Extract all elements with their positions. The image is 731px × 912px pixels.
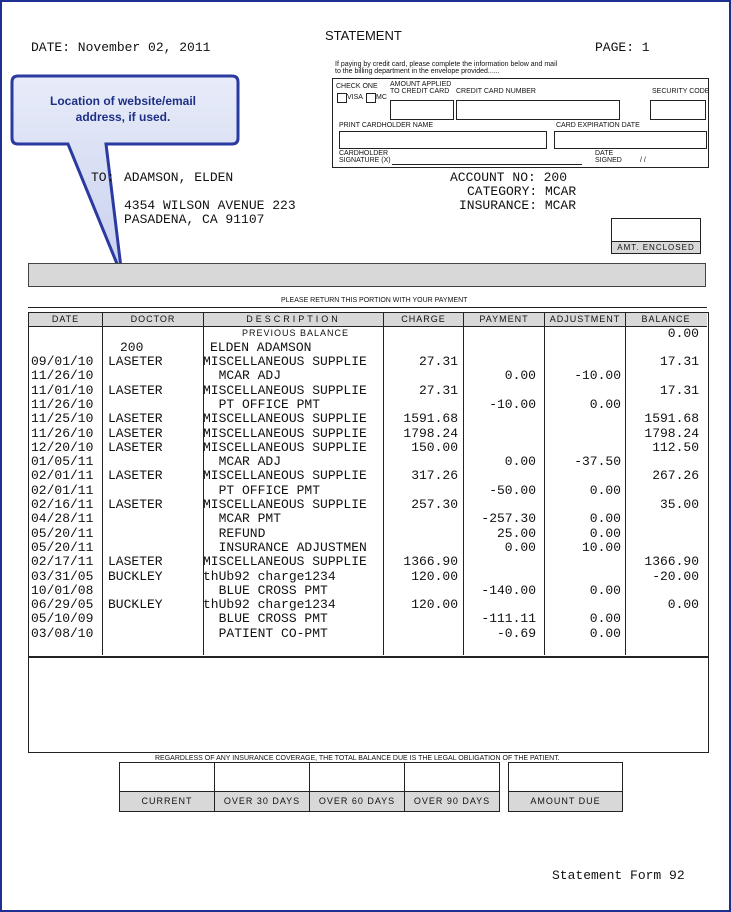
table-cell-charge: 120.00 bbox=[411, 569, 458, 584]
table-cell-charge bbox=[384, 612, 458, 626]
table-cell-desc: MISCELLANEOUS SUPPLIE bbox=[203, 383, 367, 398]
table-cell-charge bbox=[384, 512, 458, 526]
recipient-address-2: PASADENA, CA 91107 bbox=[124, 212, 265, 227]
table-cell-doctor: LASETER bbox=[108, 555, 163, 570]
table-cell-adjustment bbox=[545, 570, 621, 584]
table-cell-adjustment: 0.00 bbox=[589, 612, 621, 627]
table-cell-doctor bbox=[108, 369, 202, 383]
previous-balance-label: PREVIOUS BALANCE bbox=[242, 328, 350, 338]
table-cell-balance: 112.50 bbox=[652, 440, 699, 455]
table-cell-balance bbox=[626, 527, 699, 541]
table-cell-desc: MCAR ADJ bbox=[203, 455, 282, 470]
table-cell-doctor bbox=[108, 398, 202, 412]
table-cell-desc: BLUE CROSS PMT bbox=[203, 583, 328, 598]
table-cell-balance bbox=[626, 584, 699, 598]
legal-note: REGARDLESS OF ANY INSURANCE COVERAGE, THE TOTAL BALANCE DUE IS THE LEGAL OBLIGATION OF THE PATIENT. bbox=[155, 755, 560, 762]
col-divider bbox=[102, 313, 103, 655]
account-category: CATEGORY: MCAR bbox=[467, 184, 577, 199]
table-cell-payment bbox=[464, 355, 536, 369]
table-cell-charge: 1366.90 bbox=[403, 555, 458, 570]
table-cell-balance: 1798.24 bbox=[644, 426, 699, 441]
table-cell-doctor bbox=[108, 484, 202, 498]
table-cell-date: 05/10/09 bbox=[31, 612, 94, 627]
table-cell-charge: 317.26 bbox=[411, 469, 458, 484]
card-number-field[interactable] bbox=[456, 100, 620, 120]
table-cell-doctor bbox=[108, 584, 202, 598]
table-cell-balance: 17.31 bbox=[659, 383, 699, 398]
table-cell-adjustment bbox=[545, 384, 621, 398]
aging-60-label: OVER 60 DAYS bbox=[309, 791, 405, 812]
statement-date: DATE: November 02, 2011 bbox=[31, 40, 211, 55]
table-cell-charge bbox=[384, 484, 458, 498]
mc-checkbox[interactable] bbox=[366, 93, 376, 103]
visa-label: VISA bbox=[347, 94, 363, 101]
table-cell-payment: -111.11 bbox=[481, 612, 536, 627]
table-cell-payment bbox=[464, 570, 536, 584]
table-cell-adjustment: 0.00 bbox=[589, 583, 621, 598]
table-cell-doctor bbox=[108, 627, 202, 641]
table-cell-desc: BLUE CROSS PMT bbox=[203, 612, 328, 627]
table-cell-payment bbox=[464, 412, 536, 426]
to-label: TO: bbox=[91, 170, 115, 185]
table-cell-date: 06/29/05 bbox=[31, 598, 94, 613]
table-cell-balance bbox=[626, 455, 699, 469]
table-cell-date: 11/26/10 bbox=[31, 369, 94, 384]
mc-label: MC bbox=[376, 94, 387, 101]
amount-applied-field[interactable] bbox=[390, 100, 454, 120]
amount-due-field bbox=[508, 762, 623, 793]
table-cell-payment bbox=[464, 384, 536, 398]
table-cell-date: 01/05/11 bbox=[31, 455, 94, 470]
table-cell-desc: PATIENT CO-PMT bbox=[203, 626, 328, 641]
table-cell-adjustment bbox=[545, 555, 621, 569]
table-cell-balance: 35.00 bbox=[659, 498, 699, 512]
table-cell-balance: -20.00 bbox=[652, 569, 699, 584]
amount-applied-label-1: AMOUNT APPLIED bbox=[390, 81, 452, 88]
table-cell-desc: MISCELLANEOUS SUPPLIE bbox=[203, 440, 367, 455]
table-cell-doctor: LASETER bbox=[108, 383, 163, 398]
table-cell-date: 11/01/10 bbox=[31, 383, 94, 398]
table-cell-desc: PT OFFICE PMT bbox=[203, 397, 321, 412]
table-cell-date: 09/01/10 bbox=[31, 355, 94, 369]
table-cell-desc: INSURANCE ADJUSTMEN bbox=[203, 540, 367, 555]
table-cell-balance: 1591.68 bbox=[644, 412, 699, 427]
table-cell-balance: 17.31 bbox=[659, 355, 699, 369]
table-cell-adjustment: 0.00 bbox=[589, 397, 621, 412]
table-cell-adjustment bbox=[545, 427, 621, 441]
table-cell-desc: MISCELLANEOUS SUPPLIE bbox=[203, 498, 367, 512]
table-cell-payment bbox=[464, 469, 536, 483]
table-cell-doctor bbox=[108, 527, 202, 541]
table-cell-desc: REFUND bbox=[203, 526, 266, 541]
table-cell-desc: MISCELLANEOUS SUPPLIE bbox=[203, 426, 367, 441]
table-cell-doctor: LASETER bbox=[108, 498, 163, 512]
table-cell-balance bbox=[626, 627, 699, 641]
table-cell-charge bbox=[384, 541, 458, 555]
table-cell-payment bbox=[464, 441, 536, 455]
account-row-number: 200 bbox=[120, 341, 144, 355]
signature-label-1: CARDHOLDER bbox=[339, 150, 389, 157]
table-cell-adjustment: 0.00 bbox=[589, 512, 621, 527]
table-cell-adjustment bbox=[545, 598, 621, 612]
table-cell-date: 02/01/11 bbox=[31, 469, 94, 484]
aging-60-field bbox=[309, 762, 405, 793]
table-cell-date: 02/17/11 bbox=[31, 555, 94, 570]
security-code-label: SECURITY CODE bbox=[652, 88, 710, 95]
table-cell-doctor: LASETER bbox=[108, 469, 163, 484]
table-cell-date: 02/16/11 bbox=[31, 498, 94, 512]
table-cell-payment: -0.69 bbox=[496, 626, 536, 641]
table-cell-desc: MCAR PMT bbox=[203, 512, 282, 527]
website-email-bar bbox=[28, 263, 706, 287]
aging-90-label: OVER 90 DAYS bbox=[404, 791, 500, 812]
security-code-field[interactable] bbox=[650, 100, 706, 120]
aging-90-field bbox=[404, 762, 500, 793]
page-number: PAGE: 1 bbox=[595, 40, 650, 55]
table-cell-payment bbox=[464, 498, 536, 512]
table-cell-adjustment: -37.50 bbox=[574, 455, 621, 470]
table-cell-date: 03/08/10 bbox=[31, 626, 94, 641]
account-insurance: INSURANCE: MCAR bbox=[459, 198, 577, 213]
cc-instructions-2: to the billing department in the envelope provided...... bbox=[335, 68, 500, 75]
table-cell-doctor bbox=[108, 541, 202, 555]
check-one-label: CHECK ONE bbox=[336, 83, 378, 90]
account-number: ACCOUNT NO: 200 bbox=[450, 170, 568, 185]
signature-label-2: SIGNATURE (X) bbox=[339, 157, 391, 164]
visa-checkbox[interactable] bbox=[337, 93, 347, 103]
table-cell-payment bbox=[464, 598, 536, 612]
table-cell-desc: MISCELLANEOUS SUPPLIE bbox=[203, 412, 367, 427]
expiration-field[interactable] bbox=[554, 131, 707, 149]
table-cell-charge: 150.00 bbox=[411, 440, 458, 455]
col-header-balance: BALANCE bbox=[641, 314, 691, 324]
table-cell-adjustment: 0.00 bbox=[589, 526, 621, 541]
table-cell-balance: 1366.90 bbox=[644, 555, 699, 570]
table-cell-balance: 0.00 bbox=[667, 598, 699, 613]
table-cell-charge: 1591.68 bbox=[403, 412, 458, 427]
cardholder-name-field[interactable] bbox=[339, 131, 547, 149]
callout-text: Location of website/email address, if used. bbox=[49, 94, 197, 124]
aging-current-label: CURRENT bbox=[119, 791, 215, 812]
table-cell-payment: 0.00 bbox=[504, 369, 536, 384]
table-cell-desc: MISCELLANEOUS SUPPLIE bbox=[203, 355, 367, 369]
form-name: Statement Form 92 bbox=[552, 868, 685, 883]
table-cell-doctor: LASETER bbox=[108, 426, 163, 441]
return-note: PLEASE RETURN THIS PORTION WITH YOUR PAYMENT bbox=[281, 297, 468, 304]
col-header-description: DESCRIPTION bbox=[246, 314, 341, 324]
card-number-label: CREDIT CARD NUMBER bbox=[456, 88, 536, 95]
table-cell-charge: 27.31 bbox=[418, 355, 458, 369]
table-cell-charge bbox=[384, 527, 458, 541]
table-cell-adjustment: -10.00 bbox=[574, 369, 621, 384]
date-signed-label-1: DATE bbox=[595, 150, 614, 157]
table-cell-doctor bbox=[108, 455, 202, 469]
table-cell-date: 11/26/10 bbox=[31, 426, 94, 441]
amount-applied-label-2: TO CREDIT CARD bbox=[390, 88, 450, 95]
table-cell-charge bbox=[384, 455, 458, 469]
table-cell-payment: -257.30 bbox=[481, 512, 536, 527]
table-cell-date: 05/20/11 bbox=[31, 540, 94, 555]
table-cell-date: 11/25/10 bbox=[31, 412, 94, 427]
cc-instructions-1: If paying by credit card, please complete the information below and mail bbox=[335, 61, 558, 68]
table-cell-payment: 25.00 bbox=[496, 526, 536, 541]
amount-due-label: AMOUNT DUE bbox=[508, 791, 623, 812]
table-cell-desc: thUb92 charge1234 bbox=[203, 569, 336, 584]
aging-current-field bbox=[119, 762, 215, 793]
aging-30-label: OVER 30 DAYS bbox=[214, 791, 310, 812]
table-cell-desc: MISCELLANEOUS SUPPLIE bbox=[203, 469, 367, 484]
tear-line bbox=[28, 307, 707, 308]
table-cell-doctor: BUCKLEY bbox=[108, 598, 163, 613]
date-signed-slashes: / / bbox=[640, 157, 646, 164]
table-cell-date: 12/20/10 bbox=[31, 440, 94, 455]
aging-30-field bbox=[214, 762, 310, 793]
table-cell-charge bbox=[384, 627, 458, 641]
table-cell-date: 03/31/05 bbox=[31, 569, 94, 584]
table-cell-doctor: BUCKLEY bbox=[108, 569, 163, 584]
table-cell-desc: PT OFFICE PMT bbox=[203, 483, 321, 498]
recipient-address-1: 4354 WILSON AVENUE 223 bbox=[124, 198, 296, 213]
amount-enclosed-field[interactable] bbox=[611, 218, 701, 242]
table-cell-balance bbox=[626, 612, 699, 626]
table-cell-adjustment bbox=[545, 498, 621, 512]
table-cell-charge: 1798.24 bbox=[403, 426, 458, 441]
table-cell-date: 04/28/11 bbox=[31, 512, 94, 527]
table-cell-date: 05/20/11 bbox=[31, 526, 94, 541]
table-cell-adjustment bbox=[545, 441, 621, 455]
col-header-adjustment: ADJUSTMENT bbox=[549, 314, 621, 324]
table-cell-doctor bbox=[108, 512, 202, 526]
table-cell-desc: MCAR ADJ bbox=[203, 369, 282, 384]
table-cell-balance: 267.26 bbox=[652, 469, 699, 484]
recipient-name: ADAMSON, ELDEN bbox=[124, 170, 234, 185]
table-cell-payment bbox=[464, 427, 536, 441]
table-cell-doctor bbox=[108, 612, 202, 626]
table-cell-adjustment bbox=[545, 412, 621, 426]
table-cell-charge bbox=[384, 584, 458, 598]
table-cell-payment bbox=[464, 555, 536, 569]
table-cell-payment: 0.00 bbox=[504, 455, 536, 470]
table-cell-adjustment: 0.00 bbox=[589, 483, 621, 498]
table-cell-payment: -140.00 bbox=[481, 583, 536, 598]
table-cell-doctor: LASETER bbox=[108, 440, 163, 455]
table-cell-charge: 120.00 bbox=[411, 598, 458, 613]
statement-title: STATEMENT bbox=[325, 28, 402, 43]
col-header-charge: CHARGE bbox=[401, 314, 446, 324]
expiration-label: CARD EXPIRATION DATE bbox=[556, 122, 640, 129]
table-cell-date: 02/01/11 bbox=[31, 483, 94, 498]
table-cell-balance bbox=[626, 398, 699, 412]
table-cell-date: 10/01/08 bbox=[31, 583, 94, 598]
table-cell-adjustment: 10.00 bbox=[581, 540, 621, 555]
cardholder-name-label: PRINT CARDHOLDER NAME bbox=[339, 122, 433, 129]
table-cell-desc: thUb92 charge1234 bbox=[203, 598, 336, 613]
col-header-date: DATE bbox=[51, 314, 80, 324]
table-cell-charge: 257.30 bbox=[411, 498, 458, 512]
table-cell-charge: 27.31 bbox=[418, 383, 458, 398]
table-cell-balance bbox=[626, 541, 699, 555]
table-cell-charge bbox=[384, 369, 458, 383]
table-cell-payment: -10.00 bbox=[489, 397, 536, 412]
table-cell-doctor: LASETER bbox=[108, 412, 163, 427]
account-row-name: ELDEN ADAMSON bbox=[210, 341, 312, 355]
table-cell-adjustment: 0.00 bbox=[589, 626, 621, 641]
table-cell-balance bbox=[626, 369, 699, 383]
notes-box bbox=[28, 657, 709, 753]
table-cell-balance bbox=[626, 484, 699, 498]
col-header-doctor: DOCTOR bbox=[130, 314, 176, 324]
table-cell-adjustment bbox=[545, 355, 621, 369]
table-cell-date: 11/26/10 bbox=[31, 397, 94, 412]
table-cell-charge bbox=[384, 398, 458, 412]
table-cell-balance bbox=[626, 512, 699, 526]
amount-enclosed-label: AMT. ENCLOSED bbox=[611, 241, 701, 254]
table-cell-payment: 0.00 bbox=[504, 540, 536, 555]
table-cell-adjustment bbox=[545, 469, 621, 483]
signature-line[interactable] bbox=[392, 164, 582, 165]
table-cell-desc: MISCELLANEOUS SUPPLIE bbox=[203, 555, 367, 570]
table-cell-doctor: LASETER bbox=[108, 355, 163, 369]
previous-balance-value: 0.00 bbox=[667, 327, 699, 341]
date-signed-label-2: SIGNED bbox=[595, 157, 622, 164]
col-header-payment: PAYMENT bbox=[479, 314, 529, 324]
table-cell-payment: -50.00 bbox=[489, 483, 536, 498]
